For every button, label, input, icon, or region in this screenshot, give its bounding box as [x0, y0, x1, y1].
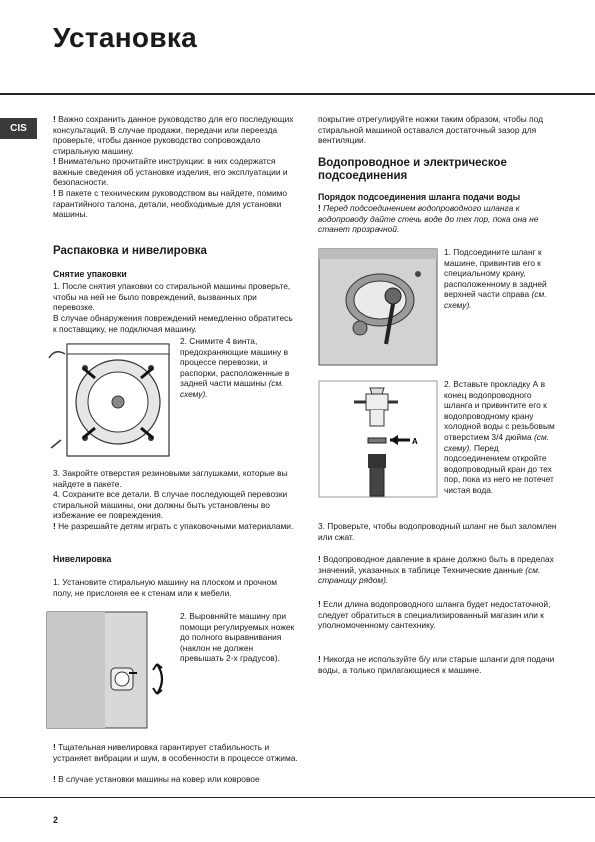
page-number: 2: [53, 815, 59, 825]
hose-step-1: 1. Подсоедините шланг к машине, привинтив его к специальному крану, расположенному в задней верхней части справа (см. схему).: [444, 247, 547, 310]
unpack-step-3: 3. Закройте отверстия резиновыми заглушками, которые вы найдете в пакете.: [53, 468, 288, 489]
pressure-warning: ! Водопроводное давление в кране должно быть в пределах значений, указанных в таблице Технические данные (см. страницу рядом).: [318, 554, 554, 586]
level-warning-1: ! Тщательная нивелировка гарантирует стабильность и устраняет вибрации и шум, в особенности в процессе отжима.: [53, 742, 298, 763]
unpack-heading: Распаковка и нивелировка: [53, 245, 207, 257]
region-tab: CIS: [0, 118, 37, 139]
children-warning: ! Не разрешайте детям играть с упаковочными материалами.: [53, 521, 294, 531]
unpack-step-2: 2. Снимите 4 винта, предохраняющие машину в процессе перевозки, и распорки, расположенные в задней части машины (см. схему).: [180, 336, 290, 399]
transport-screws-illustration: [45, 338, 177, 458]
unpack-step-1b: В случае обнаружения повреждений немедленно обратитесь к поставщику, не подключая машину.: [53, 313, 293, 334]
page-title: Установка: [53, 22, 198, 53]
hose-length-warning: ! Если длина водопроводного шланга будет недостаточной, следует обратиться в специализированный магазин или к уполномоченному сантехнику.: [318, 599, 551, 631]
intro-warning-1: ! Важно сохранить данное руководство для его последующих консультаций. В случае продажи, передачи или переезда проверьте, чтобы данное руководство сопровождало стиральную машину.: [53, 114, 294, 156]
water-heading: Водопроводное и электрическое подсоединения: [318, 157, 507, 182]
hose-note: ! Перед подсоединением водопроводного шланга к водопроводу дайте стечь воде до тех пор, пока она не станет прозрачной.: [318, 203, 539, 235]
hose-machine-illustration: [318, 248, 438, 366]
intro-warning-2: ! Внимательно прочитайте инструкции: в них содержатся важные сведения об установке изделия, его эксплуатации и безопасности.: [53, 156, 288, 188]
unpack-step-1: 1. После снятия упаковки со стиральной машины проверьте, чтобы на ней не было повреждений, вызванных при перевозке.: [53, 281, 291, 313]
gasket-label-a: A: [412, 437, 418, 446]
level-warning-2: ! В случае установки машины на ковер или ковровое: [53, 774, 260, 784]
level-step-2: 2. Выровняйте машину при помощи регулируемых ножек до полного выравнивания (наклон не должен превышать 2-х градусов).: [180, 611, 295, 664]
level-step-1: 1. Установите стиральную машину на плоском и прочном полу, не прислоняя ее к стенам или к мебели.: [53, 577, 277, 598]
old-hose-warning: ! Никогда не используйте б/у или старые шланги для подачи воды, а только прилагающиеся к машине.: [318, 654, 555, 675]
ventilation-continuation: покрытие отрегулируйте ножки таким образом, чтобы под стиральной машиной оставался достаточный зазор для вентиляции.: [318, 114, 544, 146]
header-rule: [0, 93, 595, 95]
level-heading: Нивелировка: [53, 554, 112, 564]
hose-step-2: 2. Вставьте прокладку А в конец водопроводного шланга и привинтите его к водопроводному крану холодной воды с резьбовым отверстием 3/4 дюйма (см. схему). Перед подсоединением откройте водопроводный кран до тех пор, пока из него не потечет чистая вода.: [444, 379, 555, 495]
gasket-illustration: [318, 380, 438, 498]
hose-subheading: Порядок подсоединения шланга подачи воды: [318, 192, 521, 202]
unpack-subheading: Снятие упаковки: [53, 269, 127, 279]
hose-step-3: 3. Проверьте, чтобы водопроводный шланг не был заломлен или сжат.: [318, 521, 557, 542]
intro-warning-3: ! В пакете с техническим руководством вы найдете, помимо гарантийного талона, детали, необходимые для установки машины.: [53, 188, 288, 220]
footer-rule: [0, 797, 595, 798]
leveling-illustration: [45, 610, 173, 730]
unpack-step-4: 4. Сохраните все детали. В случае последующей перевозки стиральной машины, они должны быть установлены во избежание ее повреждения.: [53, 489, 288, 521]
